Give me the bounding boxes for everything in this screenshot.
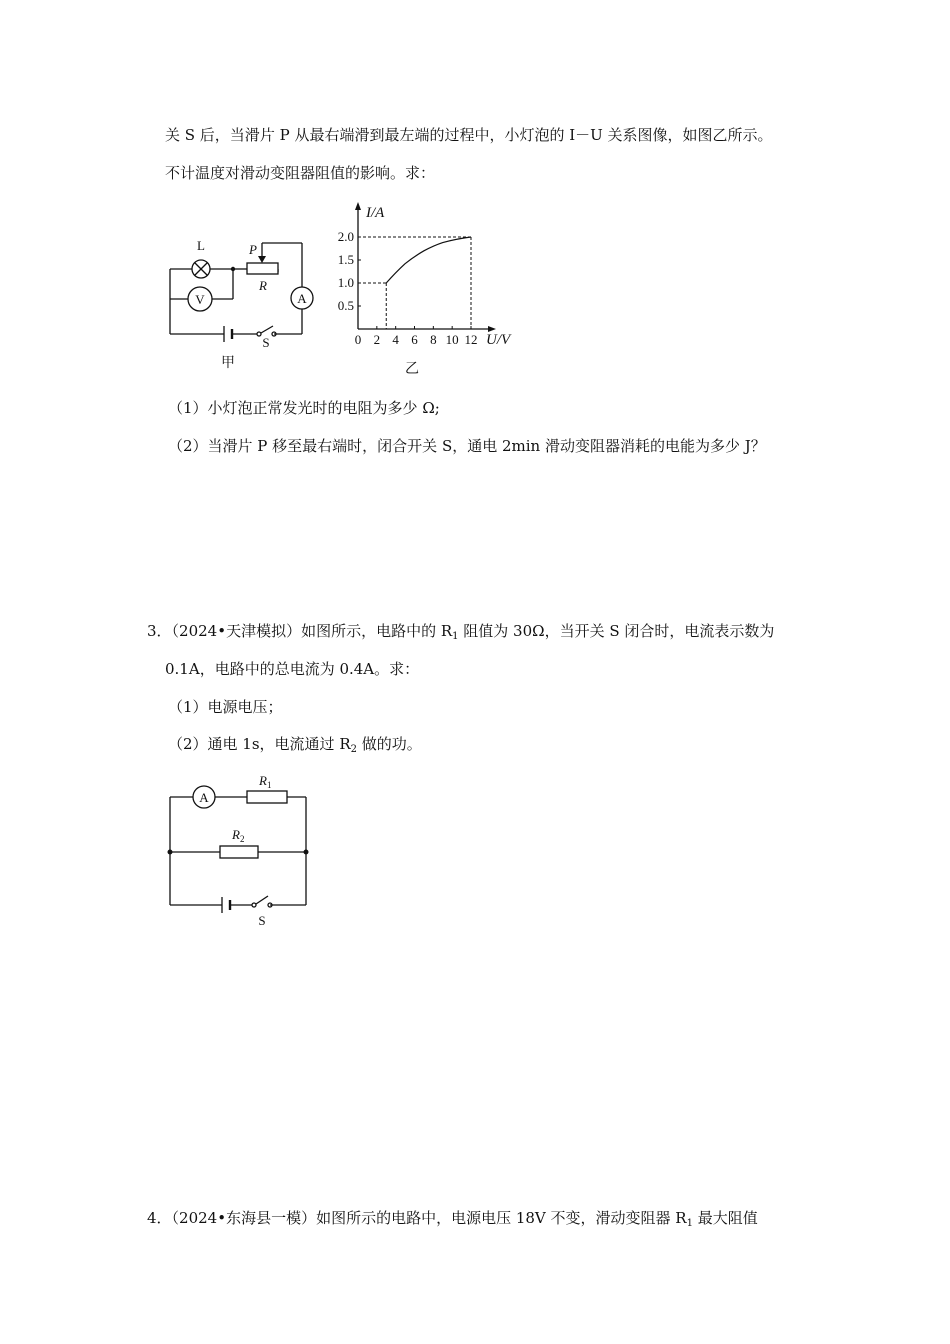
x-tick-label: 2 (373, 332, 381, 347)
x-tick-label: 6 (411, 332, 418, 347)
switch-label: S (258, 913, 266, 928)
lamp-label: L (197, 238, 205, 253)
q4-line1: 4．（2024•东海县一模）如图所示的电路中，电源电压 18V 不变，滑动变阻器 $R_1$ 最大阻值 (147, 1209, 758, 1229)
y-tick-label: 1.0 (337, 275, 354, 290)
x-tick-label: 4 (392, 332, 399, 347)
x-tick-label: 12 (464, 332, 478, 347)
battery-symbol (224, 326, 232, 342)
circuit-diagram-jia (160, 230, 330, 375)
slider-arrow-icon (258, 256, 266, 263)
y-tick-label: 2.0 (337, 229, 354, 244)
q3-sub1: （1）电源电压； (168, 698, 283, 716)
svg-text:V: V (195, 292, 205, 307)
switch-symbol (252, 896, 272, 907)
q2-sub2: （2）当滑片 P 移至最右端时，闭合开关 S，通电 2min 滑动变阻器消耗的电能为多少 J？ (168, 437, 766, 455)
y-tick-label: 0.5 (337, 298, 354, 313)
iu-curve (386, 237, 471, 283)
q3-line1: 3．（2024•天津模拟）如图所示，电路中的 $R_1$ 阻值为 30Ω，当开关 S 闭合时，电流表示数为 (147, 622, 775, 642)
x-tick-label: 8 (430, 332, 437, 347)
voltmeter-symbol (188, 287, 212, 311)
switch-label: S (262, 335, 270, 350)
lamp-symbol (192, 260, 210, 278)
iu-chart (337, 198, 530, 383)
figure-caption-jia: 甲 (221, 356, 235, 371)
q4-number: 4． (147, 1209, 172, 1227)
ammeter-symbol (193, 786, 215, 808)
q2-sub1: （1）小灯泡正常发光时的电阻为多少 Ω; (168, 399, 440, 417)
svg-text:A: A (199, 790, 209, 805)
figure-caption-yi: 乙 (405, 362, 419, 377)
slider-label: P (249, 242, 257, 257)
battery-symbol (222, 897, 230, 913)
q3-sub2: （2）通电 1s，电流通过 $R_2$ 做的功。 (168, 735, 422, 755)
x-tick-label: 0 (354, 332, 362, 347)
y-tick-label: 1.5 (337, 252, 354, 267)
q3-number: 3． (147, 622, 172, 640)
ammeter-symbol (291, 287, 313, 309)
x-tick-label: 10 (445, 332, 459, 347)
y-axis-label: I/A (366, 205, 385, 221)
y-axis-arrow-icon (355, 202, 361, 210)
circuit-diagram-q3 (160, 765, 320, 935)
svg-text:A: A (297, 291, 307, 306)
r1-label: $R_1$ (259, 773, 272, 790)
r2-label: $R_2$ (232, 827, 245, 844)
q3-line2: 0.1A，电路中的总电流为 0.4A。求： (165, 660, 420, 678)
q2-text-line2: 不计温度对滑动变阻器阻值的影响。求： (165, 164, 436, 182)
q2-text-line1: 关 S 后，当滑片 P 从最右端滑到最左端的过程中，小灯泡的 I－U 关系图像，如图乙所示。 (165, 126, 773, 144)
resistor-label: R (259, 278, 267, 293)
x-axis-label: U/V (486, 332, 511, 348)
rheostat-resistor (247, 263, 278, 274)
resistor-r1 (247, 791, 287, 803)
resistor-r2 (220, 846, 258, 858)
